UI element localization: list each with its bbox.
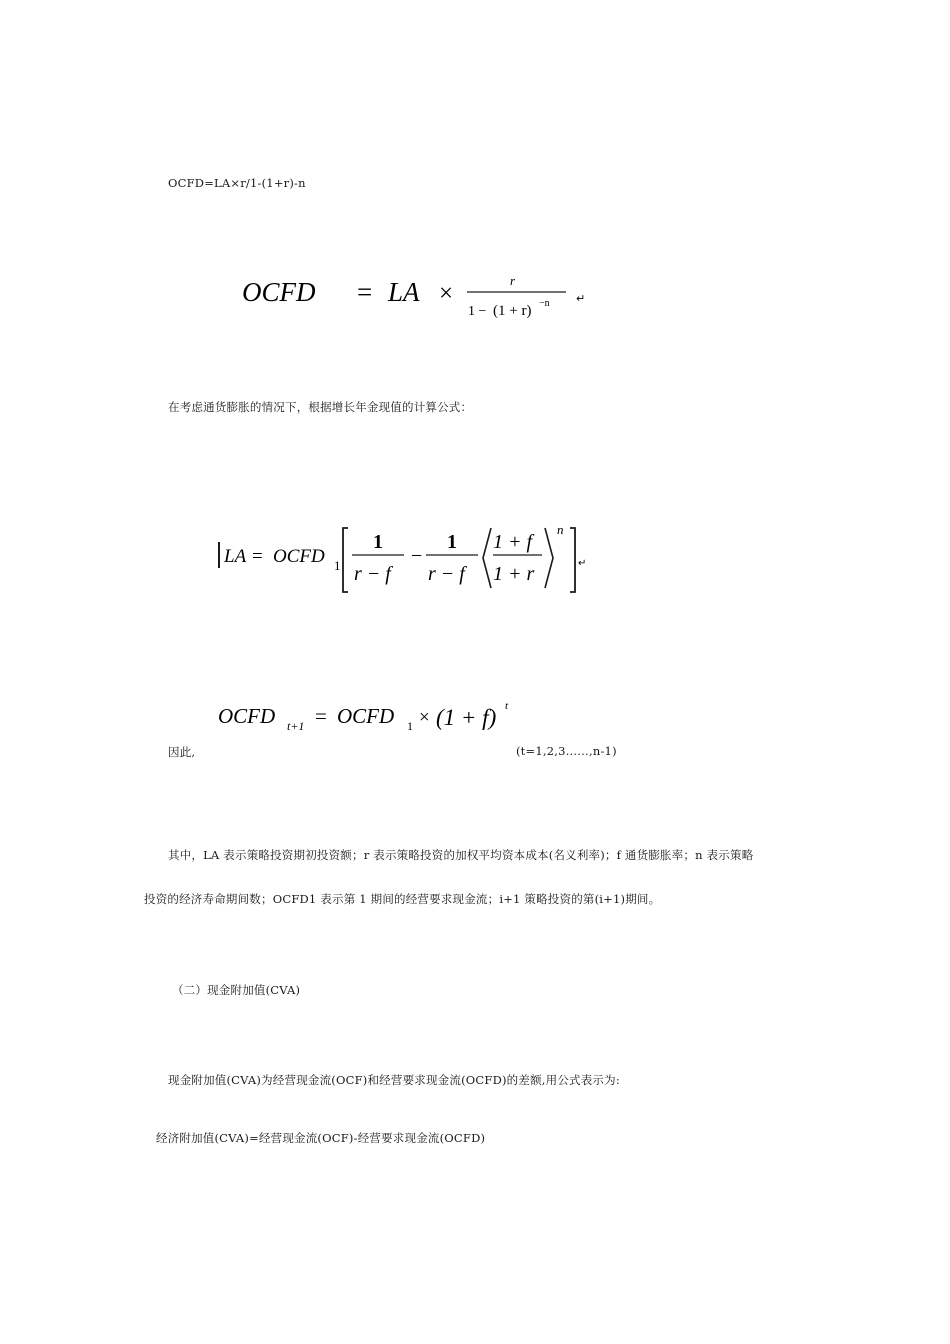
formula1-den-a: 1 − bbox=[468, 304, 487, 319]
formula3-rhs-sub: 1 bbox=[407, 719, 413, 733]
section-heading: （二）现金附加值(CVA) bbox=[172, 983, 301, 997]
formula2-f1-den: r − f bbox=[354, 563, 391, 585]
formula2-lhs: LA bbox=[224, 546, 247, 567]
formula2-f1-num: 1 bbox=[373, 531, 383, 553]
inflation-intro-text: 在考虑通货膨胀的情况下，根据增长年金现值的计算公式： bbox=[168, 400, 473, 414]
therefore-text: 因此, bbox=[168, 745, 196, 759]
formula3-rhs: OCFD bbox=[337, 704, 395, 728]
formula2-minus: − bbox=[411, 545, 423, 567]
formula3-lhs: OCFD bbox=[218, 704, 276, 728]
formula2-exp: n bbox=[557, 522, 564, 537]
explanation-line-1: 其中，LA 表示策略投资期初投资额；r 表示策略投资的加权平均资本成本(名义利率)；f 通货膨胀率；n 表示策略 bbox=[168, 848, 754, 862]
formula2-ocfd: OCFD bbox=[273, 546, 325, 567]
formula1-den-b: (1 + r) bbox=[493, 303, 532, 319]
formula-ocfd-growth bbox=[212, 698, 532, 740]
formula3-paren: (1 + f) bbox=[436, 705, 497, 730]
formula1-den-exp: −n bbox=[539, 298, 550, 309]
cva-intro-text: 现金附加值(CVA)为经营现金流(OCF)和经营要求现金流(OCFD)的差额,用公式表示为: bbox=[168, 1073, 620, 1087]
formula2-f2-num: 1 bbox=[447, 531, 457, 553]
formula2-f2-den: r − f bbox=[428, 563, 465, 585]
right-angle-bracket bbox=[545, 528, 553, 588]
t-range-text: (t=1,2,3……,n-1) bbox=[516, 744, 617, 758]
left-angle-bracket bbox=[483, 528, 491, 588]
formula-la-growing-annuity bbox=[212, 520, 602, 600]
formula3-lhs-sub: t+1 bbox=[287, 719, 305, 733]
formula2-g-den: 1 + r bbox=[493, 563, 535, 585]
paragraph-mark-icon: ↵ bbox=[576, 292, 586, 305]
formula2-g-num: 1 + f bbox=[493, 531, 533, 553]
cva-formula-text: 经济附加值(CVA)=经营现金流(OCF)-经营要求现金流(OCFD) bbox=[156, 1131, 486, 1145]
formula2-sub: 1 bbox=[334, 558, 341, 573]
formula1-numerator: r bbox=[510, 273, 516, 288]
formula3-times: × bbox=[419, 707, 430, 728]
formula3-exp: t bbox=[505, 700, 509, 712]
formula1-times: × bbox=[439, 280, 454, 307]
explanation-line-2: 投资的经济寿命期间数；OCFD1 表示第 1 期间的经营要求现金流；i+1 策略投资的第(i+1)期间。 bbox=[144, 892, 661, 906]
formula1-la: LA bbox=[388, 277, 420, 307]
formula2-equals: = bbox=[252, 546, 263, 567]
formula1-lhs: OCFD bbox=[242, 277, 316, 307]
paragraph-mark-icon: ↵ bbox=[578, 558, 587, 569]
formula-ocfd-annuity bbox=[230, 268, 610, 328]
plain-formula-text: OCFD=LA×r/1-(1+r)-n bbox=[168, 176, 306, 190]
right-bracket bbox=[570, 528, 575, 592]
formula3-equals: = bbox=[315, 704, 327, 728]
formula1-equals: = bbox=[357, 277, 373, 307]
left-bracket bbox=[343, 528, 348, 592]
